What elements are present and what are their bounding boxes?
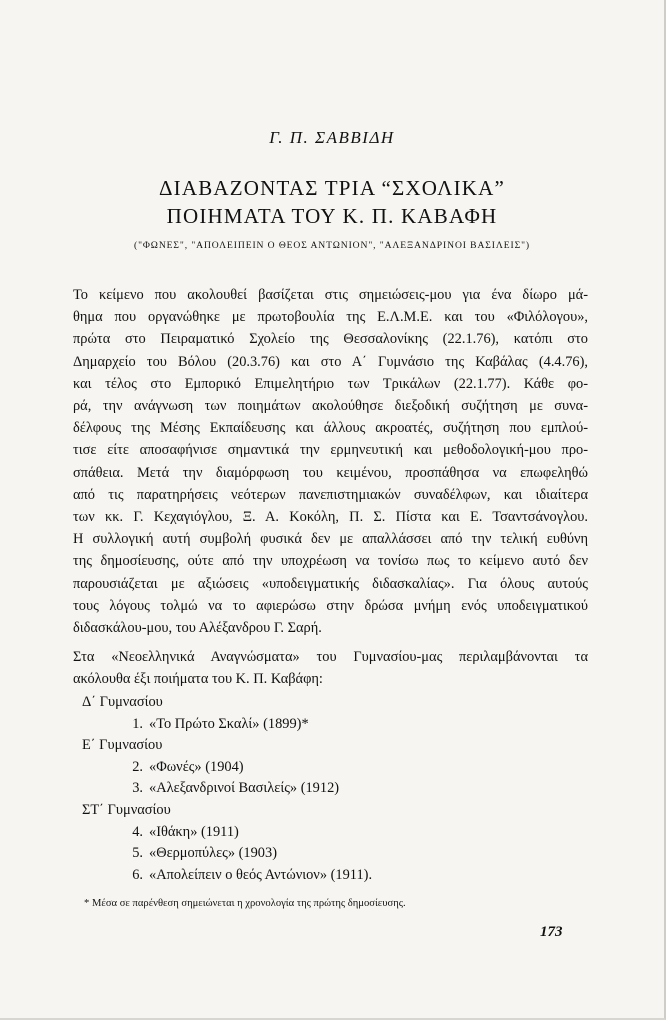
poem-item — [73, 757, 588, 779]
grade-heading: ΣΤ΄ Γυμνασίου — [82, 801, 171, 818]
text-line: παρουσιάζεται με αξιώσεις «υποδειγματικής διδασκαλίας». Για όλους αυτούς — [73, 575, 588, 592]
poem-item — [73, 843, 588, 865]
text-line: ρά, την ανάγνωση των ποιημάτων ακολούθησε διεξοδική συζήτηση με συνα- — [73, 398, 588, 415]
poem-list — [73, 692, 588, 886]
poem-title: «Φωνές» (1904) — [149, 758, 244, 775]
poem-item — [73, 865, 588, 887]
grade-heading: Ε΄ Γυμνασίου — [82, 737, 163, 754]
poem-number: 4. — [132, 823, 143, 840]
article-title-line-1: ΔΙΑΒΑΖΟΝΤΑΣ ΤΡΙΑ “ΣΧΟΛΙΚΑ” — [158, 176, 506, 200]
text-line: ακόλουθα έξι ποιήματα του Κ. Π. Καβάφη: — [73, 671, 323, 688]
article-title-line-2: ΠΟΙΗΜΑΤΑ ΤΟΥ Κ. Π. ΚΑΒΑΦΗ — [166, 204, 498, 228]
text-line: Δημαρχείο του Βόλου (20.3.76) και στο Α΄ Γυμνάσιο της Καβάλας (4.4.76), — [73, 353, 588, 370]
poem-number: 5. — [132, 845, 143, 862]
poem-number: 2. — [132, 758, 143, 775]
poem-title: «Ιθάκη» (1911) — [149, 823, 239, 840]
author-name: Γ. Π. ΣΑΒΒΙΔΗ — [269, 128, 395, 147]
poem-item — [73, 778, 588, 800]
text-line: διδασκάλου-μου, του Αλέξανδρου Γ. Σαρή. — [73, 620, 322, 637]
grade-heading: Δ΄ Γυμνασίου — [82, 694, 163, 710]
poem-item — [73, 822, 588, 844]
text-line: και τέλος στο Εμπορικό Επιμελητήριο των Τρικάλων (22.1.77). Κάθε φο- — [73, 375, 588, 392]
text-line: θημα που οργανώθηκε με πρωτοβουλία της Ε.Λ.Μ.Ε. και του «Φιλόλογου», — [73, 309, 588, 326]
text-line: τους λόγους τολμώ να το αφιερώσω στην δρώσα μνήμη ενός υποδειγματικού — [73, 597, 588, 614]
text-line: των κκ. Γ. Κεχαγιόγλου, Ξ. Α. Κοκόλη, Π. Σ. Πίστα και Ε. Τσαντσάνογλου. — [73, 509, 588, 526]
poem-title: «Αλεξανδρινοί Βασιλείς» (1912) — [149, 780, 340, 797]
poem-title: «Θερμοπύλες» (1903) — [149, 845, 277, 862]
text-line: της δημοσίευσης, ούτε από την υποχρέωση να τονίσω πως το κείμενο αυτό δεν — [73, 553, 588, 570]
text-line: Η συλλογική αυτή συμβολή φυσικά δεν με απαλλάσσει από την τελική ευθύνη — [73, 531, 588, 548]
page-number: 173 — [540, 924, 563, 940]
text-line: πρώτα στο Πειραματικό Σχολείο της Θεσσαλονίκης (22.1.76), κατόπι στο — [73, 331, 588, 348]
poem-title: «Το Πρώτο Σκαλί» (1899)* — [149, 715, 309, 732]
paragraph-poem-intro — [73, 646, 588, 690]
poem-number: 6. — [132, 866, 143, 883]
text-line: Στα «Νεοελληνικά Αναγνώσματα» του Γυμνασίου-μας περιλαμβάνονται τα — [73, 649, 588, 665]
text-line: από τις παρατηρήσεις νεότερων πανεπιστημιακών συναδέλφων, και ιδιαίτερα — [73, 486, 588, 503]
paragraph-intro — [73, 284, 588, 639]
poem-title: «Απολείπειν ο θεός Αντώνιον» (1911). — [149, 866, 373, 883]
poem-item — [73, 714, 588, 736]
poem-number: 1. — [132, 715, 143, 732]
footnote: * Μέσα σε παρένθεση σημειώνεται η χρονολογία της πρώτης δημοσίευσης. — [84, 898, 406, 909]
article-subtitle: ("ΦΩΝΕΣ", "ΑΠΟΛΕΙΠΕΙΝ Ο ΘΕΟΣ ΑΝΤΩΝΙΟΝ", "ΑΛΕΞΑΝΔΡΙΝΟΙ ΒΑΣΙΛΕΙΣ") — [133, 240, 530, 251]
text-line: Το κείμενο που ακολουθεί βασίζεται στις σημειώσεις-μου για ένα δίωρο μά- — [73, 287, 588, 303]
poem-number: 3. — [132, 780, 143, 797]
text-line: σπάθεια. Μετά την διαμόρφωση του κειμένου, προσπάθησα να επωφεληθώ — [73, 464, 588, 481]
text-line: τισε είτε αποσαφήνισε σημαντικά την ερμηνευτική και μεθοδολογική-μου προ- — [73, 442, 588, 459]
text-line: δέλφους της Μέσης Εκπαίδευσης και άλλους ακροατές, συζήτηση που εμπλού- — [73, 420, 588, 437]
